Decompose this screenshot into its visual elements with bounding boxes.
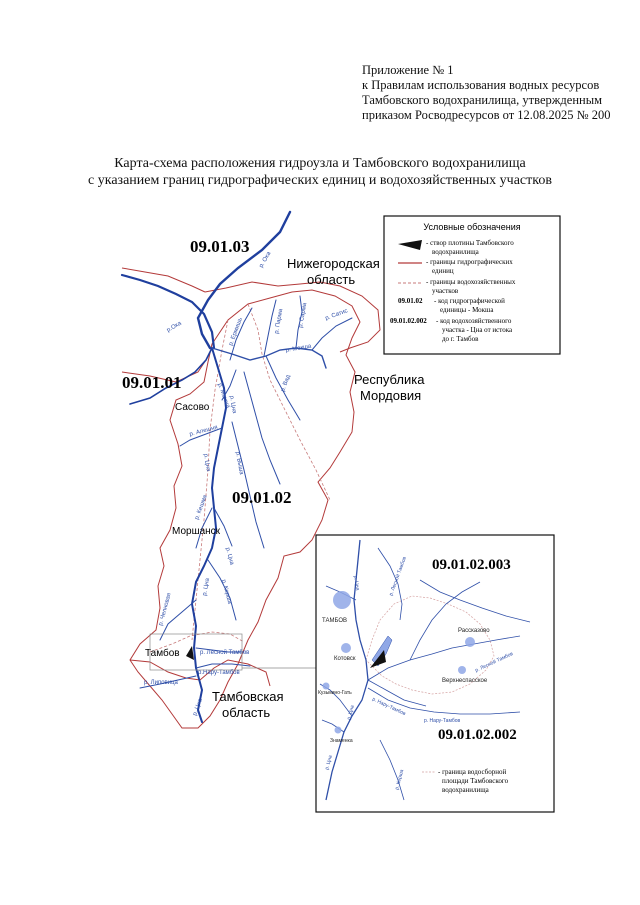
legend-dam-2: водохранилища [432, 248, 479, 256]
label-alesha: р. Алешня [188, 424, 219, 438]
wm-border-2 [192, 320, 228, 640]
inset-label-rasskazovo: Рассказово [458, 628, 490, 634]
basin-note-2: площади Тамбовского [442, 777, 509, 785]
inset-label-tsna: р. Цна [352, 575, 361, 591]
river-vysh [232, 422, 264, 548]
inset-label-lesnoy: р. Лесной Тамбов [474, 650, 515, 674]
legend-code2-key: 09.01.02.002 [390, 317, 427, 325]
label-vad: р. Вад [280, 374, 292, 393]
label-kersha: р. Керша [220, 578, 233, 605]
city-tambov-circle [333, 591, 351, 609]
river-oka-left [122, 275, 214, 348]
region-mordovia-1: Республика [354, 372, 425, 387]
city-znamenka-circle [335, 727, 342, 734]
label-oka-top: р. Ока [258, 250, 273, 269]
map-title-line-2: с указанием границ гидрографических единиц и водохозяйственных участков [88, 173, 552, 188]
legend-wm-2: участков [432, 287, 459, 295]
legend-code1-key: 09.01.02 [398, 297, 423, 305]
legend-hydro-2: единиц [432, 267, 454, 275]
label-satis: р. Сатис [324, 308, 349, 322]
town-tambov: Тамбов [145, 648, 180, 659]
code-09-01-03: 09.01.03 [190, 237, 250, 256]
appendix-line-2: к Правилам использования водных ресурсов [362, 78, 600, 92]
legend-code2-desc-3: до г. Тамбов [442, 335, 479, 343]
town-morshansk: Моршанск [172, 526, 221, 537]
river-kersha [208, 560, 236, 620]
river-moksha-east [212, 348, 326, 368]
city-verkhnespasskoe-circle [458, 666, 466, 674]
label-naru: р.Нару-Тамбов [198, 670, 240, 676]
region-tambov-1: Тамбовская [212, 689, 284, 704]
inset-label-znamenka: Знаменка [330, 738, 353, 744]
code-09-01-02: 09.01.02 [232, 488, 292, 507]
label-kersha-2: р. Цна [224, 546, 235, 566]
label-moksha-main: р. Мокша [216, 382, 231, 409]
river-satis [312, 318, 352, 350]
label-tsna-low: р. Цна [202, 577, 212, 597]
appendix-line-1: Приложение № 1 [362, 63, 454, 77]
legend [384, 216, 560, 354]
legend-hydro-1: - границы гидрографических [426, 258, 513, 266]
region-tambov-2: область [222, 705, 271, 720]
label-mokshan: р. Мокша [285, 343, 312, 354]
legend-dam-1: - створ плотины Тамбовского [426, 239, 514, 247]
river-vad [244, 372, 280, 484]
dam-icon-main [186, 646, 194, 660]
label-tsna-upper: р. Цна [228, 395, 238, 414]
appendix-line-3: Тамбовского водохранилища, утвержденным [362, 93, 603, 107]
code-09-01-02-003: 09.01.02.003 [432, 557, 511, 573]
basin-note-1: - граница водосборной [438, 768, 507, 776]
label-lipovitsa: р. Липовица [144, 680, 178, 686]
label-tsna-south: р. Цна [192, 697, 204, 717]
inset-map [316, 535, 554, 812]
region-nizhny-1: Нижегородская [287, 256, 380, 271]
city-kuzmino-circle [323, 683, 330, 690]
inset-frame [316, 535, 554, 812]
legend-heading: Условные обозначения [423, 222, 521, 232]
label-chelnovaya: р. Челновая [158, 592, 173, 627]
label-keshma: р. Кешма [194, 494, 209, 521]
region-mordovia-2: Мордовия [360, 388, 422, 403]
label-parma: р. Парма [274, 308, 285, 335]
city-kotovsk-circle [341, 643, 351, 653]
region-nizhny-2: область [307, 272, 356, 287]
label-lesnoy: р. Лесной Тамбов [200, 650, 250, 656]
code-09-01-02-002: 09.01.02.002 [438, 727, 517, 743]
inset-label-kuzmino: Кузьмино-Гать [318, 690, 352, 696]
legend-code2-desc: - код водохозяйственного [436, 317, 512, 325]
inset-label-kersha: р. Керша [394, 768, 406, 791]
appendix-line-4: приказом Росводресурсов от 12.08.2025 № 200 [362, 108, 611, 122]
inset-label-tambov: ТАМБОВ [322, 618, 348, 624]
basin-note-3: водохранилища [442, 786, 489, 794]
legend-code1-desc: - код гидрографической [434, 297, 505, 305]
inset-label-kotovsk: Котовск [334, 656, 356, 662]
city-rasskazovo-circle [465, 637, 475, 647]
inset-label-tsna-2: р. Цна [346, 704, 356, 721]
code-09-01-01: 09.01.01 [122, 373, 182, 392]
inset-label-verkhnespasskoe: Верхнеспасское [442, 678, 488, 684]
inset-label-naru-2: р. Нару-Тамбов [424, 718, 461, 724]
label-ermish: р. Ермишь [228, 316, 244, 347]
label-sarma: р. Сарма [298, 302, 309, 329]
legend-code2-desc-2: участка - Цна от истока [442, 326, 513, 334]
town-sasovo: Сасово [175, 402, 210, 413]
inset-label-tsna-3: р. Цна [324, 754, 334, 771]
label-vysh: р. Выша [234, 451, 244, 476]
legend-code1-desc-2: единицы - Мокша [440, 306, 494, 314]
map-title-line-1: Карта-схема расположения гидроузла и Тамбовского водохранилища [114, 156, 526, 171]
inset-label-lesnoy-n: р. Лесной Тамбов [388, 555, 408, 597]
label-tsna-mid: р. Цна [202, 453, 212, 472]
inset-label-naru: р. Нару-Тамбов [371, 696, 407, 718]
legend-wm-1: - границы водохозяйственных [426, 278, 516, 286]
label-oka-left: р.Ока [166, 320, 183, 334]
